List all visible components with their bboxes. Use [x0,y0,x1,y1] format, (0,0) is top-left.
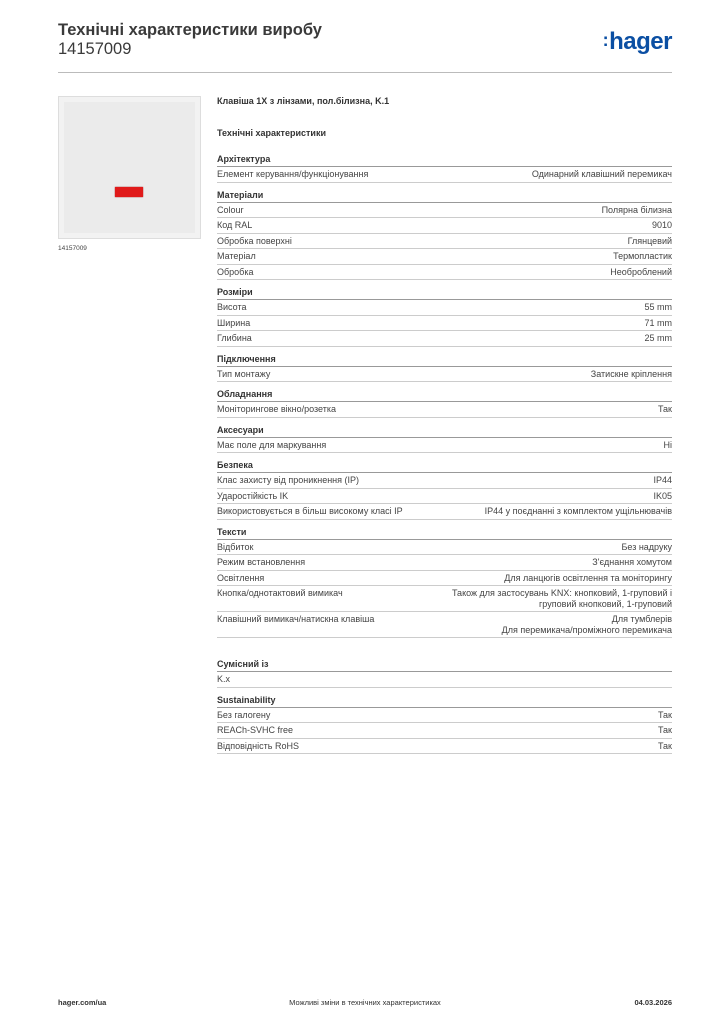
spec-label: Клавішний вимикач/натискна клавіша [217,614,375,624]
spec-label: Colour [217,204,244,215]
section-heading: Sustainability [217,695,672,708]
spec-row [217,612,672,638]
section-heading: Тексти [217,527,672,540]
spec-row [217,555,672,571]
spec-label: Елемент керування/функціонування [217,169,369,179]
spec-value: Для тумблерів Для перемикача/проміжного перемикача [501,614,672,635]
spec-row [217,723,672,739]
spec-label: Відповідність RoHS [217,740,299,751]
section-heading: Аксесуари [217,425,672,438]
spec-label: REACh-SVHC free [217,725,294,735]
document-header [58,20,322,59]
tech-heading: Технічні характеристики [217,128,326,138]
spec-label: Код RAL [217,220,253,230]
spec-label: Обробка [217,266,254,277]
spec-value: Термопластик [613,251,672,261]
spec-value: 55 mm [644,302,672,312]
document-title: Технічні характеристики виробу [58,21,322,39]
spec-value: IP44 у поєднанні з комплектом ущільнювачів [484,506,672,516]
red-lens [115,187,143,197]
spec-label: Ударостійкість IK [217,490,289,501]
spec-label: Без галогену [217,709,271,720]
section-spacer [217,638,672,652]
spec-row [217,316,672,332]
section-heading: Безпека [217,460,672,473]
spec-value: Глянцевий [627,235,672,246]
spec-value: Полярна білизна [601,204,672,215]
spec-label: Обробка поверхні [217,235,292,246]
footer-date: 04.03.2026 [634,998,672,1007]
spec-value: 25 mm [644,333,672,343]
spec-label: Має поле для маркування [217,439,327,450]
specification-table [217,92,672,754]
hager-logo: :hager [602,28,672,55]
section-heading: Матеріали [217,190,672,203]
spec-label: Тип монтажу [217,368,271,379]
product-code: 14157009 [58,40,132,58]
spec-value: Ні [663,439,672,450]
spec-row [217,489,672,505]
section-heading: Архітектура [217,154,672,167]
header-divider [58,72,672,73]
spec-row [217,167,672,183]
section-heading: Підключення [217,354,672,367]
product-image [58,96,201,239]
spec-row [217,300,672,316]
spec-row [217,203,672,219]
spec-value: Необроблений [610,266,672,277]
spec-row [217,265,672,281]
spec-row [217,249,672,265]
product-title: Клавіша 1X з лінзами, пол.білизна, K.1 [217,96,390,106]
spec-value: IK05 [653,490,672,501]
spec-value: 71 mm [644,317,672,328]
spec-label: Відбиток [217,541,254,552]
spec-value: Так [657,740,672,751]
spec-row [217,473,672,489]
spec-label: Режим встановлення [217,557,306,567]
section-heading: Обладнання [217,389,672,402]
spec-value: IP44 [653,475,672,485]
spec-row [217,367,672,383]
spec-value: Так [657,404,672,414]
spec-value: Затискне кріплення [590,368,672,379]
spec-value: Так [657,709,672,720]
spec-label: Кнопка/однотактовий вимикач [217,588,343,598]
switch-plate [64,102,195,233]
logo-text: hager [609,28,672,55]
spec-label: Ширина [217,317,251,328]
spec-label: Глибина [217,333,252,343]
footer-disclaimer: Можливі зміни в технічних характеристиках [289,998,441,1007]
spec-row [217,504,672,520]
spec-row [217,234,672,250]
spec-label: Моніторингове вікно/розетка [217,404,336,414]
spec-label: Матеріал [217,251,256,261]
spec-value: Для ланцюгів освітлення та моніторингу [504,572,672,583]
spec-label: Клас захисту від проникнення (IP) [217,475,360,485]
spec-row [217,438,672,454]
spec-value: Одинарний клавішний перемикач [531,169,672,179]
spec-row [217,672,672,688]
image-caption: 14157009 [58,245,87,252]
section-heading: Сумісний із [217,659,672,672]
spec-row [217,586,672,612]
spec-value: Так [657,725,672,735]
spec-label: Використовується в більш високому класі IP [217,506,403,516]
spec-row [217,708,672,724]
spec-row [217,739,672,755]
spec-row [217,571,672,587]
spec-value: Також для застосувань KNX: кнопковий, 1-груповий і груповий кнопковий, 1-груповий [451,588,672,609]
section-heading: Розміри [217,287,672,300]
spec-row [217,402,672,418]
spec-row [217,540,672,556]
spec-value: З'єднання хомутом [592,557,672,567]
spec-row [217,331,672,347]
spec-row [217,218,672,234]
spec-value: 9010 [651,220,672,230]
spec-label: Висота [217,302,247,312]
spec-label: K.x [217,674,231,684]
spec-value: Без надруку [621,541,672,552]
spec-label: Освітлення [217,572,265,583]
footer-website-link[interactable]: hager.com/ua [58,998,107,1007]
